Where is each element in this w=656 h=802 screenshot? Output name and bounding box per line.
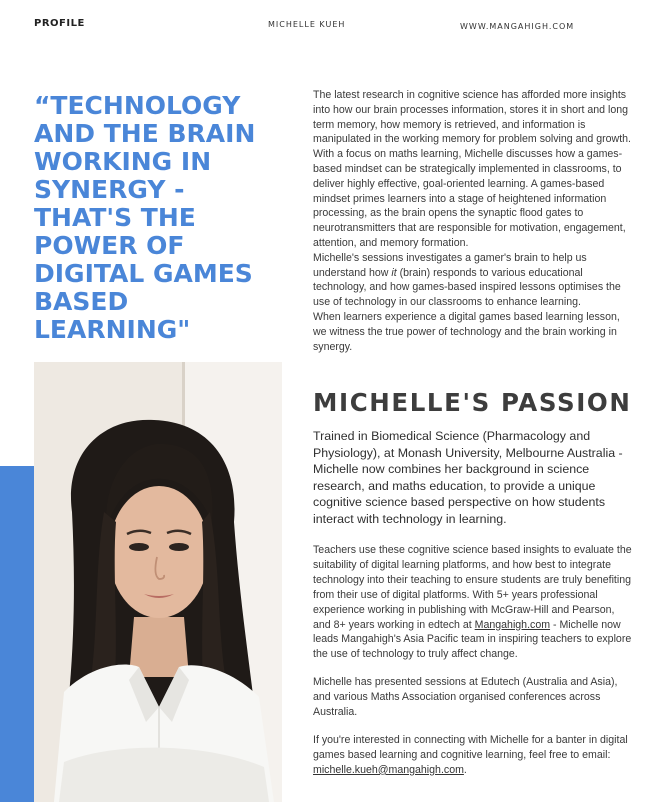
- portrait-photo: [34, 362, 282, 802]
- email-link[interactable]: michelle.kueh@mangahigh.com: [313, 763, 464, 776]
- text-run: Michelle's sessions investigates a gamer's brain to help us understand how: [313, 251, 587, 279]
- text-run: Teachers use these cognitive science based insights to evaluate the suitability of digital learning platforms, and how best to integrate technology into their teaching to ensure students are truly benefiting from their use of digital platforms. With 5+ years professional experience working in publishing with McGraw-Hill and Pearson, and 8+ years working in edtech at: [313, 544, 632, 631]
- passion-lead: Trained in Biomedical Science (Pharmacology and Physiology), at Monash University, Melbourne Australia - Michelle now combines her background in science research, and maths education, to provide a unique cognitive science based perspective on how students interact with technology in learning.: [313, 429, 623, 526]
- website-link[interactable]: Mangahigh.com: [474, 618, 551, 631]
- section-title: MICHELLE'S PASSION: [313, 388, 632, 417]
- text-run: If you're interested in connecting with Michelle for a banter in digital games based learning and cognitive learning, feel free to email:: [313, 733, 628, 761]
- body-paragraph: [313, 543, 635, 662]
- page-header: [0, 0, 656, 48]
- intro-paragraph: When learners experience a digital games based learning lesson, we witness the true power of technology and the brain working in synergy.: [313, 310, 620, 353]
- text-run: (brain) responds to various educational technology, and how games-based inspired lessons optimises the use of technology in our classrooms to enhance learning.: [313, 266, 621, 309]
- intro-paragraph: [313, 251, 633, 310]
- emphasis-text: it: [391, 266, 397, 279]
- intro-paragraph: With a focus on maths learning, Michelle discusses how a games-based mindset can be strategically implemented in classrooms, to deliver highly effective, goal-oriented learning. A games-based mindset primes learners into a stage of heightened information processing, as the brain opens the synaptic flood gates to neurotransmitters that are responsible for motivation, engagement, attention, and memory formation.: [313, 148, 626, 249]
- portrait-illustration: [34, 362, 282, 802]
- body-paragraph: [313, 733, 635, 778]
- passion-body: [313, 543, 635, 791]
- intro-text: [313, 88, 633, 354]
- author-name: MICHELLE KUEH: [268, 20, 346, 29]
- text-run: - Michelle now leads Mangahigh's Asia Pacific team in inspiring teachers to explore the use of technology to truly affect change.: [313, 618, 632, 661]
- intro-paragraph: The latest research in cognitive science has afforded more insights into how our brain processes information, stores it in short and long term memory, how memory is retrieved, and information is manipulated in the working memory for problem solving and growth.: [313, 89, 631, 146]
- website-label: WWW.MANGAHIGH.COM: [460, 22, 575, 31]
- section-label: PROFILE: [34, 18, 85, 29]
- pull-quote: “TECHNOLOGY AND THE BRAIN WORKING IN SYNERGY - THAT'S THE POWER OF DIGITAL GAMES BASED LEARNING": [34, 91, 256, 344]
- body-paragraph: Michelle has presented sessions at Edutech (Australia and Asia), and various Maths Association organised conferences across Australia.: [313, 676, 618, 719]
- text-run: .: [463, 763, 467, 776]
